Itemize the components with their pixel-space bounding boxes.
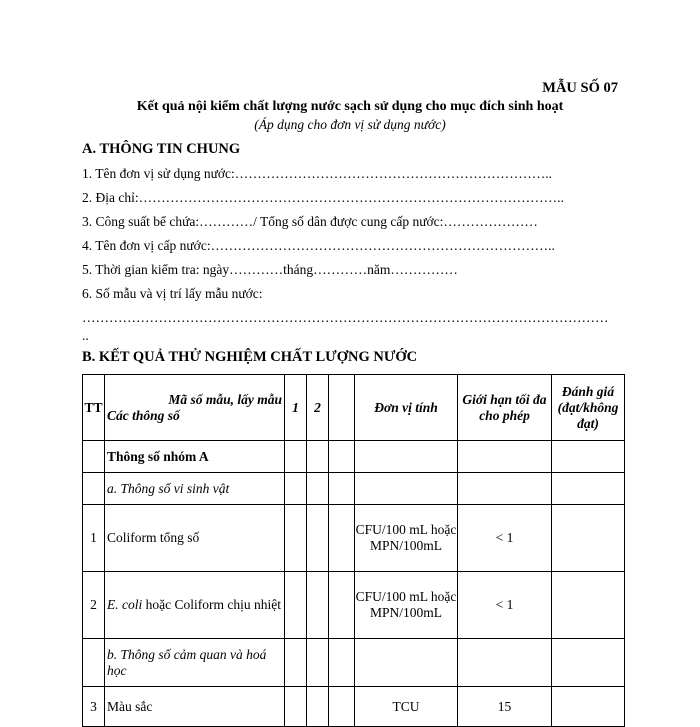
table-row — [83, 572, 625, 639]
unit-value: CFU/100 mL hoặc MPN/100mL — [355, 505, 458, 572]
subgroup-a-label: a. Thông số vi sinh vật — [105, 473, 285, 505]
header-limit: Giới hạn tối đa cho phép — [458, 375, 552, 441]
header-tt: TT — [83, 375, 105, 441]
table-row-group-a — [83, 441, 625, 473]
header-unit: Đơn vị tính — [355, 375, 458, 441]
table-row-subgroup-a — [83, 473, 625, 505]
parameter-name-rest: hoặc Coliform chịu nhiệt — [142, 597, 281, 612]
limit-value: 15 — [458, 687, 552, 727]
field-line-1: 1. Tên đơn vị sử dụng nước:…………………………………………………………….. — [82, 166, 553, 181]
table-row — [83, 505, 625, 572]
limit-value: < 1 — [458, 505, 552, 572]
field-line-3: 3. Công suất bể chứa:…………/ Tổng số dân được cung cấp nước:………………… — [82, 214, 538, 229]
row-number: 2 — [83, 572, 105, 639]
header-sample-code: Mã số mẫu, lấy mẫu — [168, 391, 282, 407]
section-a-heading: A. THÔNG TIN CHUNG — [82, 141, 241, 157]
parameter-name: Màu sắc — [105, 687, 285, 727]
group-a-label: Thông số nhóm A — [105, 441, 285, 473]
document-title: Kết quả nội kiểm chất lượng nước sạch sử dụng cho mục đích sinh hoạt — [136, 99, 564, 114]
results-table — [82, 374, 625, 727]
dotted-fill-line: ……………………………………………………………………………………………………… — [82, 310, 609, 325]
header-sample-parameters — [105, 375, 285, 441]
document-subtitle: (Áp dụng cho đơn vị sử dụng nước) — [254, 117, 446, 132]
limit-value: < 1 — [458, 572, 552, 639]
section-b-heading: B. KẾT QUẢ THỬ NGHIỆM CHẤT LƯỢNG NƯỚC — [82, 349, 418, 365]
row-number: 3 — [83, 687, 105, 727]
field-line-4: 4. Tên đơn vị cấp nước:………………………………………………………………….. — [82, 238, 555, 253]
field-line-6: 6. Số mẫu và vị trí lấy mẫu nước: — [82, 286, 263, 301]
header-blank — [329, 375, 355, 441]
row-number: 1 — [83, 505, 105, 572]
parameter-name — [105, 572, 285, 639]
unit-value: CFU/100 mL hoặc MPN/100mL — [355, 572, 458, 639]
header-evaluation: Đánh giá (đạt/không đạt) — [552, 375, 625, 441]
table-row — [83, 687, 625, 727]
parameter-name-italic: E. coli — [107, 597, 143, 612]
field-line-2: 2. Địa chỉ:………………………………………………………………………………….. — [82, 190, 564, 205]
form-number: MẪU SỐ 07 — [542, 80, 618, 96]
dotted-fill-tail: .. — [82, 328, 89, 343]
field-line-5: 5. Thời gian kiểm tra: ngày…………tháng…………năm…………… — [82, 262, 458, 277]
header-col-1: 1 — [285, 375, 307, 441]
unit-value: TCU — [355, 687, 458, 727]
subgroup-b-label: b. Thông số cảm quan và hoá học — [105, 639, 285, 687]
header-parameters: Các thông số — [107, 407, 180, 423]
table-header-row — [83, 375, 625, 441]
header-col-2: 2 — [307, 375, 329, 441]
parameter-name: Coliform tổng số — [105, 505, 285, 572]
table-row-subgroup-b — [83, 639, 625, 687]
